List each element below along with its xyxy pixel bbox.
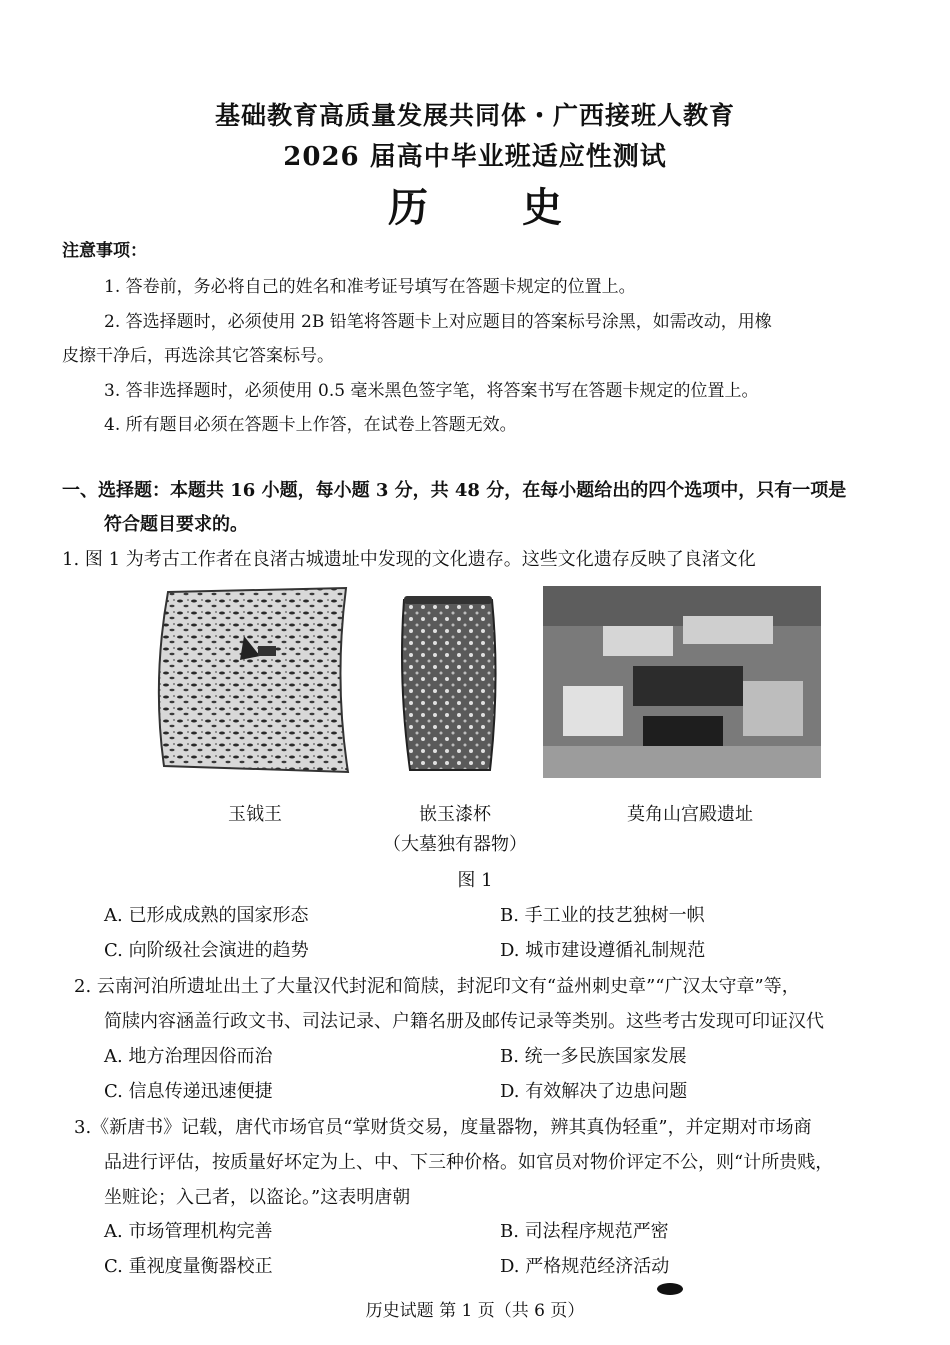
section-heading: 一、选择题：本题共 16 小题，每小题 3 分，共 48 分，在每小题给出的四个选项中，只有一项是 — [62, 480, 847, 501]
notice-item-2: 2. 答选择题时，必须使用 2B 铅笔将答题卡上对应题目的答案标号涂黑，如需改动，用橡 — [104, 312, 772, 332]
exam-organizer-title: 基础教育高质量发展共同体・广西接班人教育 — [214, 101, 735, 130]
question-2-stem-1: 2. 云南河泊所遗址出土了大量汉代封泥和简牍，封泥印文有“益州刺史章”“广汉太守章”等， — [74, 976, 800, 997]
section-heading-cont: 符合题目要求的。 — [104, 514, 248, 535]
question-1-stem: 1. 图 1 为考古工作者在良渚古城遗址中发现的文化遗存。这些文化遗存反映了良渚文化 — [62, 549, 756, 570]
q2-option-a: A. 地方治理因俗而治 — [104, 1046, 273, 1067]
subject-title: 历 史 — [388, 184, 602, 231]
page-footer: 历史试题 第 1 页（共 6 页） — [365, 1301, 585, 1321]
notice-item-1: 1. 答卷前，务必将自己的姓名和准考证号填写在答题卡规定的位置上。 — [104, 277, 636, 297]
figure-label: 图 1 — [457, 870, 493, 891]
q1-option-c: C. 向阶级社会演进的趋势 — [104, 940, 309, 961]
q2-option-b: B. 统一多民族国家发展 — [500, 1046, 687, 1067]
question-3-stem-2: 品进行评估，按质量好坏定为上、中、下三种价格。如官员对物价评定不公，则“计所贵贱， — [104, 1152, 834, 1173]
ink-blot-icon — [655, 1282, 685, 1296]
q1-option-d: D. 城市建设遵循礼制规范 — [500, 940, 706, 961]
q3-option-a: A. 市场管理机构完善 — [104, 1221, 273, 1242]
caption-jade-axe: 玉钺王 — [228, 804, 282, 825]
q2-option-d: D. 有效解决了边患问题 — [500, 1081, 688, 1102]
question-3-stem-1: 3.《新唐书》记载，唐代市场官员“掌财货交易，度量器物，辨其真伪轻重”，并定期对市场商 — [74, 1117, 812, 1138]
notice-item-3: 3. 答非选择题时，必须使用 0.5 毫米黑色签字笔，将答案书写在答题卡规定的位置上。 — [104, 381, 759, 401]
exam-name-title: 2026 届高中毕业班适应性测试 — [283, 142, 667, 172]
notice-heading: 注意事项： — [62, 241, 147, 261]
q3-option-b: B. 司法程序规范严密 — [500, 1221, 669, 1242]
mojiaoshan-palace-site-image — [543, 586, 821, 778]
q3-option-c: C. 重视度量衡器校正 — [104, 1256, 273, 1277]
q3-option-d: D. 严格规范经济活动 — [500, 1256, 670, 1277]
q1-option-b: B. 手工业的技艺独树一帜 — [500, 905, 705, 926]
question-3-stem-3: 坐赃论；入己者，以盗论。”这表明唐朝 — [104, 1187, 411, 1208]
notice-item-2-cont: 皮擦干净后，再选涂其它答案标号。 — [62, 346, 334, 366]
caption-lacquer-cup-note: （大墓独有器物） — [383, 834, 527, 855]
caption-lacquer-cup: 嵌玉漆杯 — [419, 804, 491, 825]
question-2-stem-2: 简牍内容涵盖行政文书、司法记录、户籍名册及邮传记录等类别。这些考古发现可印证汉代 — [104, 1011, 824, 1032]
notice-item-4: 4. 所有题目必须在答题卡上作答，在试卷上答题无效。 — [104, 415, 517, 435]
q1-option-a: A. 已形成成熟的国家形态 — [104, 905, 309, 926]
jade-lacquer-cup-image — [396, 592, 501, 774]
caption-palace-site: 莫角山宫殿遗址 — [627, 804, 753, 825]
jade-axe-image — [148, 586, 353, 776]
q2-option-c: C. 信息传递迅速便捷 — [104, 1081, 273, 1102]
